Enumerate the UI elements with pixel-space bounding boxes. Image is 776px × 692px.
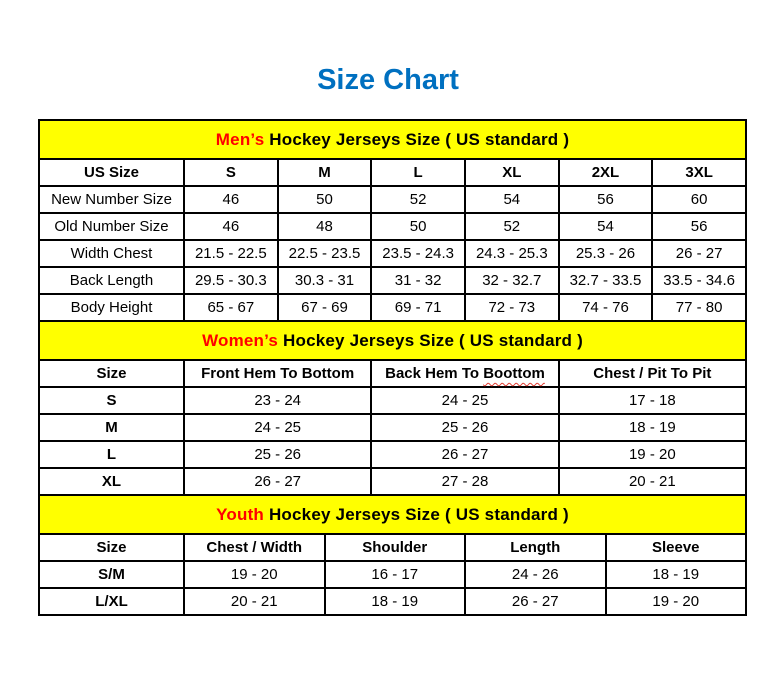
column-header: Sleeve xyxy=(606,534,747,561)
size-cell: 65 - 67 xyxy=(184,294,278,321)
size-cell: 56 xyxy=(559,186,653,213)
table-row xyxy=(39,267,746,294)
table-row xyxy=(39,588,746,615)
size-cell: 56 xyxy=(652,213,746,240)
section-rest-youth: Hockey Jerseys Size ( US standard ) xyxy=(264,504,569,524)
size-cell: 54 xyxy=(465,186,559,213)
size-cell: 74 - 76 xyxy=(559,294,653,321)
column-header: US Size xyxy=(39,159,184,186)
column-header: Chest / Pit To Pit xyxy=(559,360,746,387)
column-header: 2XL xyxy=(559,159,653,186)
mens-header-row xyxy=(39,159,746,186)
size-cell: 50 xyxy=(371,213,465,240)
size-cell: 67 - 69 xyxy=(278,294,372,321)
column-header: Front Hem To Bottom xyxy=(184,360,371,387)
size-cell: 20 - 21 xyxy=(559,468,746,495)
size-cell: 69 - 71 xyxy=(371,294,465,321)
size-cell: 54 xyxy=(559,213,653,240)
section-highlight-youth: Youth xyxy=(216,504,265,524)
section-highlight-mens: Men’s xyxy=(215,129,265,149)
column-header: S xyxy=(184,159,278,186)
row-label: Back Length xyxy=(39,267,184,294)
size-cell: 23.5 - 24.3 xyxy=(371,240,465,267)
size-cell: 52 xyxy=(465,213,559,240)
table-row xyxy=(39,561,746,588)
youth-header-row xyxy=(39,534,746,561)
row-label: Width Chest xyxy=(39,240,184,267)
size-cell: 17 - 18 xyxy=(559,387,746,414)
section-rest-womens: Hockey Jerseys Size ( US standard ) xyxy=(278,330,583,350)
misspelled-word: Boottom xyxy=(483,365,545,382)
row-label: New Number Size xyxy=(39,186,184,213)
size-cell: 60 xyxy=(652,186,746,213)
size-cell: 24 - 25 xyxy=(184,414,371,441)
size-cell: 32.7 - 33.5 xyxy=(559,267,653,294)
size-cell: 25 - 26 xyxy=(184,441,371,468)
womens-header-row xyxy=(39,360,746,387)
size-cell: 25 - 26 xyxy=(371,414,558,441)
mens-size-table xyxy=(38,119,747,322)
section-highlight-womens: Women’s xyxy=(202,330,279,350)
row-label: Old Number Size xyxy=(39,213,184,240)
youth-size-table xyxy=(38,494,747,616)
size-cell: 50 xyxy=(278,186,372,213)
table-row xyxy=(39,468,746,495)
column-header: Size xyxy=(39,360,184,387)
table-row xyxy=(39,213,746,240)
row-label: M xyxy=(39,414,184,441)
section-title-womens xyxy=(39,321,746,360)
page-title: Size Chart xyxy=(317,64,459,96)
size-chart xyxy=(38,119,747,616)
size-cell: 24 - 26 xyxy=(465,561,606,588)
row-label: S xyxy=(39,387,184,414)
column-header: Shoulder xyxy=(325,534,466,561)
size-cell: 72 - 73 xyxy=(465,294,559,321)
table-row xyxy=(39,441,746,468)
size-cell: 26 - 27 xyxy=(371,441,558,468)
size-cell: 33.5 - 34.6 xyxy=(652,267,746,294)
section-rest-mens: Hockey Jerseys Size ( US standard ) xyxy=(264,129,570,149)
column-header-misspelled xyxy=(371,360,558,387)
table-row xyxy=(39,294,746,321)
section-title-youth xyxy=(39,495,746,534)
size-cell: 23 - 24 xyxy=(184,387,371,414)
size-cell: 18 - 19 xyxy=(606,561,747,588)
table-row xyxy=(39,240,746,267)
womens-size-table xyxy=(38,320,747,496)
size-cell: 48 xyxy=(278,213,372,240)
size-cell: 46 xyxy=(184,186,278,213)
size-cell: 19 - 20 xyxy=(184,561,325,588)
size-cell: 46 xyxy=(184,213,278,240)
size-cell: 29.5 - 30.3 xyxy=(184,267,278,294)
column-header: Chest / Width xyxy=(184,534,325,561)
size-cell: 24.3 - 25.3 xyxy=(465,240,559,267)
size-cell: 27 - 28 xyxy=(371,468,558,495)
size-cell: 26 - 27 xyxy=(184,468,371,495)
row-label: Body Height xyxy=(39,294,184,321)
size-cell: 30.3 - 31 xyxy=(278,267,372,294)
size-cell: 18 - 19 xyxy=(325,588,466,615)
row-label: L xyxy=(39,441,184,468)
table-row xyxy=(39,186,746,213)
size-cell: 52 xyxy=(371,186,465,213)
row-label: S/M xyxy=(39,561,184,588)
column-header: XL xyxy=(465,159,559,186)
size-cell: 19 - 20 xyxy=(559,441,746,468)
size-cell: 16 - 17 xyxy=(325,561,466,588)
size-cell: 22.5 - 23.5 xyxy=(278,240,372,267)
size-cell: 21.5 - 22.5 xyxy=(184,240,278,267)
column-header: M xyxy=(278,159,372,186)
size-cell: 77 - 80 xyxy=(652,294,746,321)
column-header: L xyxy=(371,159,465,186)
column-header: Size xyxy=(39,534,184,561)
column-header: Length xyxy=(465,534,606,561)
row-label: L/XL xyxy=(39,588,184,615)
size-cell: 24 - 25 xyxy=(371,387,558,414)
size-cell: 26 - 27 xyxy=(652,240,746,267)
size-cell: 32 - 32.7 xyxy=(465,267,559,294)
table-row xyxy=(39,414,746,441)
table-row xyxy=(39,387,746,414)
size-cell: 19 - 20 xyxy=(606,588,747,615)
column-header: 3XL xyxy=(652,159,746,186)
size-cell: 26 - 27 xyxy=(465,588,606,615)
size-cell: 18 - 19 xyxy=(559,414,746,441)
row-label: XL xyxy=(39,468,184,495)
size-cell: 20 - 21 xyxy=(184,588,325,615)
header-text: Back Hem To xyxy=(385,365,484,382)
size-cell: 25.3 - 26 xyxy=(559,240,653,267)
size-cell: 31 - 32 xyxy=(371,267,465,294)
section-title-mens xyxy=(39,120,746,159)
